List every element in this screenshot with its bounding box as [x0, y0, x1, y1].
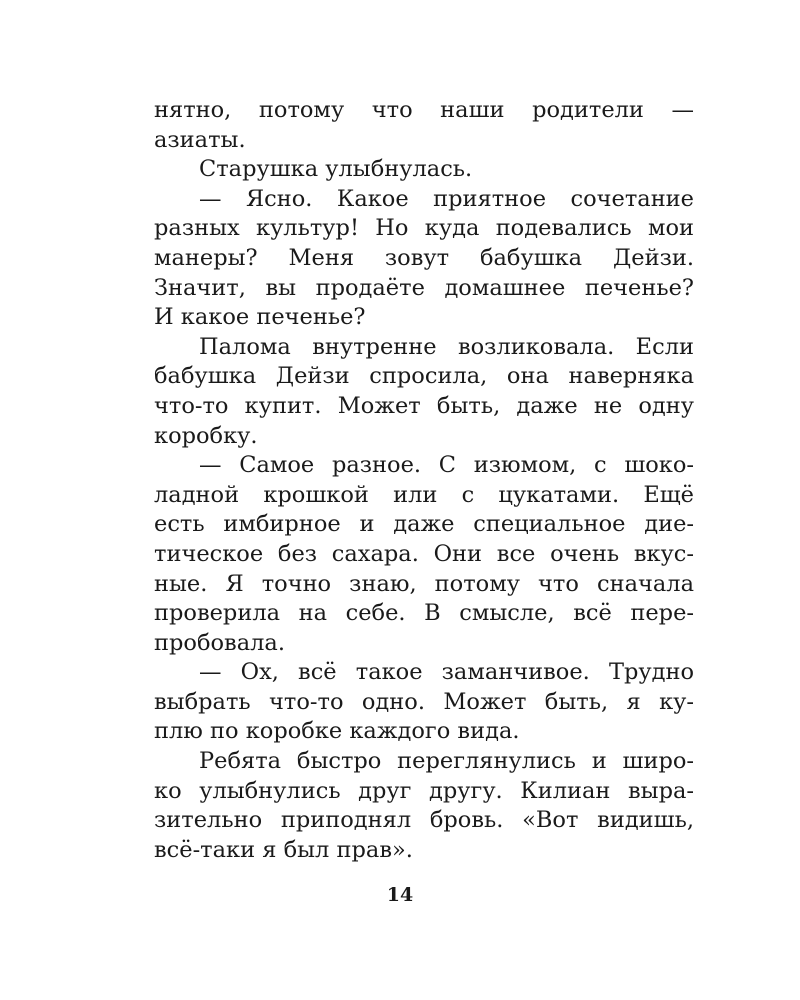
text-line: ные. Я точно знаю, потому что сначала: [154, 570, 694, 597]
text-line: Палома внутренне возликовала. Если: [199, 333, 694, 360]
text-line: выбрать что-то одно. Может быть, я ку-: [154, 688, 694, 715]
body-text: [154, 96, 694, 865]
text-line: что-то купит. Может быть, даже не одну: [154, 392, 694, 419]
text-line: Старушка улыбнулась.: [199, 156, 473, 183]
text-line: зительно приподнял бровь. «Вот видишь,: [154, 807, 694, 834]
text-line: азиаты.: [154, 126, 246, 153]
text-line: нятно, потому что наши родители —: [154, 97, 694, 123]
text-line: всё-таки я был прав».: [154, 836, 413, 863]
text-line: пробовала.: [154, 629, 285, 656]
text-line: бабушка Дейзи спросила, она наверняка: [154, 363, 694, 390]
text-line: манеры? Меня зовут бабушка Дейзи.: [154, 244, 694, 271]
text-line: плю по коробке каждого вида.: [154, 718, 520, 745]
text-line: проверила на себе. В смысле, всё пере-: [154, 600, 694, 627]
text-line: — Самое разное. С изюмом, с шоко-: [199, 452, 694, 479]
text-line: — Ох, всё такое заманчивое. Трудно: [199, 659, 694, 686]
text-line: И какое печенье?: [154, 304, 366, 331]
text-line: Ребята быстро переглянулись и широ-: [199, 748, 694, 775]
text-line: есть имбирное и даже специальное дие-: [154, 511, 694, 538]
text-line: ко улыбнулись друг другу. Килиан выра-: [154, 777, 694, 804]
text-line: — Ясно. Какое приятное сочетание: [199, 185, 694, 212]
text-line: тическое без сахара. Они все очень вкус-: [154, 540, 694, 567]
text-line: Значит, вы продаёте домашнее печенье?: [154, 274, 694, 301]
text-line: разных культур! Но куда подевались мои: [154, 215, 694, 242]
text-line: коробку.: [154, 422, 258, 449]
text-line: ладной крошкой или с цукатами. Ещё: [154, 481, 694, 508]
page-number: 14: [386, 884, 414, 906]
